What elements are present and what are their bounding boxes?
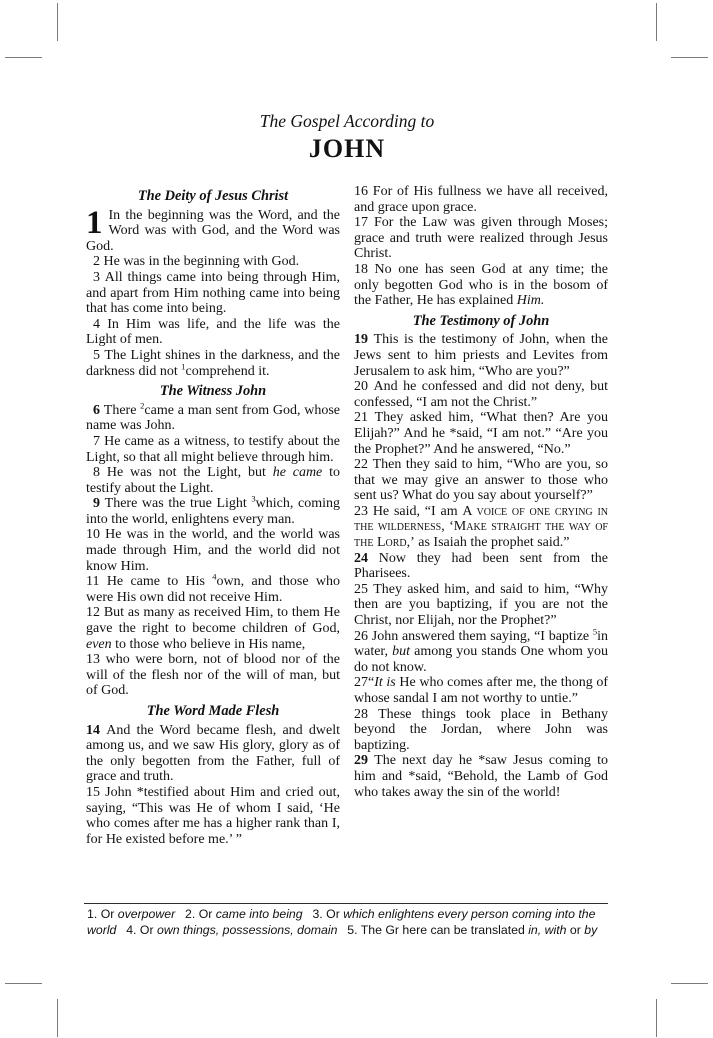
- footnote-number: 2.: [185, 907, 199, 921]
- italic-text: overpower: [117, 907, 176, 921]
- verse-number: 6: [93, 402, 100, 418]
- verse-17: [354, 215, 608, 262]
- verse-text: John *testified about Him and cried out, saying, “This was He of whom I said, ‘He who comes after me has a higher rank than I, for He existed before me.’ ”: [86, 784, 340, 847]
- verse-text: Then they said to him, “Who are you, so that we may give an answer to those who sent us? What do you say about yourself?”: [354, 457, 609, 504]
- verse-text: He came as a witness, to testify about the Light, so that all might believe through him.: [86, 433, 340, 465]
- crop-mark-top-left-vertical: [57, 3, 58, 41]
- verse-text: For the Law was given through Moses; grace and truth were realized through Jesus Christ.: [354, 215, 609, 262]
- verse-text: No one has seen God at any time; the only begotten God who is in the bosom of the Father, He has explained: [354, 261, 609, 309]
- footnote-number: 1.: [87, 907, 101, 921]
- verse-number: 24: [354, 550, 368, 566]
- verse-text: Now they had been sent from the Pharisees.: [354, 550, 609, 582]
- verse-number: 12: [86, 605, 100, 621]
- verse-21: [354, 410, 608, 457]
- smallcaps-text: A voice of one crying in the wilderness, ‘Make straight the way of the Lord,’: [354, 503, 609, 551]
- verse-number: 4: [93, 316, 100, 332]
- footnote-marker: 3: [251, 493, 256, 504]
- verse-5: [86, 348, 340, 379]
- section-heading: The Word Made Flesh: [146, 703, 280, 719]
- verse-8: [86, 465, 340, 496]
- verse-text: which, coming into the world, enlightens every man.: [86, 496, 340, 527]
- verse-text: to testify about the Light.: [86, 465, 341, 496]
- verse-number: 27: [354, 675, 368, 691]
- footnote-number: 3.: [312, 907, 327, 921]
- verse-text: For of His fullness we have all received, and grace upon grace.: [354, 184, 608, 215]
- crop-mark-bottom-left-vertical: [57, 999, 58, 1037]
- verse-text: The next day he *saw Jesus coming to him and *said, “Behold, the Lamb of God who takes away the sin of the world!: [354, 753, 608, 800]
- footnote-marker: 1: [181, 360, 186, 371]
- italic-text: It is: [374, 675, 396, 691]
- verse-number: 18: [354, 261, 368, 277]
- footnote-marker: 2: [140, 400, 145, 411]
- verse-15: [86, 785, 340, 847]
- footnote-marker: 5: [592, 625, 598, 636]
- verse-number: 26: [354, 628, 368, 644]
- verse-4: [86, 317, 340, 348]
- footnote-rule: [84, 903, 608, 904]
- verse-number: 2: [93, 254, 100, 270]
- verse-27: [354, 675, 608, 706]
- footnote-item: [347, 923, 597, 937]
- section-heading: The Deity of Jesus Christ: [137, 188, 289, 204]
- verse-text: to those who believe in His name,: [111, 636, 306, 652]
- verse-number: 25: [354, 581, 368, 597]
- verse-number: 21: [354, 410, 368, 426]
- footnotes: [87, 907, 615, 938]
- verse-text: John answered them saying, “I baptize: [371, 628, 593, 644]
- crop-mark-top-right-vertical: [656, 3, 657, 41]
- verse-number: 11: [86, 574, 100, 590]
- verse-text: These things took place in Bethany beyond the Jordan, where John was baptizing.: [354, 706, 608, 753]
- book-title: JOHN: [308, 134, 386, 163]
- verse-text: Or: [326, 907, 344, 921]
- verse-text: In the beginning was the Word, and the Word was with God, and the Word was God.: [86, 207, 340, 254]
- italic-text: Him.: [516, 293, 545, 309]
- verse-text: He said, “I am: [372, 503, 463, 519]
- verse-number: 10: [86, 527, 100, 543]
- section-heading: The Witness John: [159, 383, 267, 400]
- verse-text: The Gr here can be translated: [360, 922, 529, 937]
- verse-text: Or: [139, 922, 157, 937]
- verse-text: Or: [198, 907, 216, 921]
- verse-7: [86, 434, 340, 465]
- verse-text: as Isaiah the prophet said.”: [414, 535, 570, 551]
- crop-mark-bottom-right-horizontal: [671, 983, 708, 984]
- italic-text: even: [86, 636, 112, 652]
- italic-text: but: [392, 644, 411, 660]
- verse-16: [354, 184, 608, 215]
- verse-number: 16: [354, 184, 368, 199]
- verse-14: [86, 723, 340, 785]
- verse-number: 20: [354, 379, 368, 395]
- verse-text: comprehend it.: [185, 363, 270, 379]
- verse-text: In Him was life, and the life was the Light of men.: [86, 316, 341, 348]
- verse-text: And he confessed and did not deny, but confessed, “I am not the Christ.”: [354, 379, 609, 410]
- verse-text: who were born, not of blood nor of the will of the flesh nor of the will of man, but of God.: [86, 652, 341, 699]
- verse-23: [354, 504, 608, 551]
- verse-29: [354, 753, 608, 800]
- series-title: The Gospel According to: [259, 111, 435, 131]
- verse-number: 8: [93, 465, 100, 481]
- verse-text: He was in the world, and the world was made through Him, and the world did not know Him.: [86, 527, 340, 574]
- verse-text: But as many as received Him, to them He gave the right to become children of God,: [86, 605, 341, 637]
- title-block: [86, 110, 608, 164]
- verse-18: [354, 262, 608, 309]
- crop-mark-top-right-horizontal: [671, 57, 708, 58]
- verse-number: 28: [354, 706, 368, 722]
- verse-number: 7: [93, 433, 100, 449]
- verse-text: own, and those who were His own did not receive Him.: [86, 574, 340, 605]
- verse-20: [354, 379, 608, 410]
- verse-text: They asked him, “What then? Are you Elijah?” And he *said, “I am not.” “Are you the Prophet?” And he answered, “No.”: [354, 410, 609, 457]
- italic-text: which enlightens every person coming into the world: [87, 907, 596, 937]
- verse-number: 17: [354, 215, 368, 231]
- italic-text: came into being: [215, 907, 303, 921]
- footnote-number: 4.: [126, 922, 140, 937]
- verse-28: [354, 707, 608, 754]
- verse-10: [86, 527, 340, 574]
- footnote-number: 5.: [347, 922, 361, 937]
- crop-mark-bottom-left-horizontal: [5, 983, 42, 984]
- verse-text: This is the testimony of John, when the Jews sent to him priests and Levites from Jerusalem to ask him, “Who are you?”: [354, 332, 609, 379]
- verse-26: [354, 625, 609, 676]
- verse-number: 23: [354, 503, 368, 519]
- verse-1: [86, 204, 340, 255]
- verse-text: He came to His: [106, 574, 213, 590]
- verse-text: in water,: [354, 628, 609, 660]
- footnote-marker: 4: [212, 571, 217, 582]
- verse-text: He was not the Light, but: [106, 465, 273, 481]
- verse-text: Or: [100, 907, 118, 921]
- verse-text: And the Word became flesh, and dwelt among us, and we saw His glory, glory as of the only begotten from the Father, full of grace and truth.: [86, 722, 340, 785]
- italic-text: in, with: [528, 922, 567, 937]
- verse-9: [86, 493, 340, 527]
- italic-text: by: [584, 922, 598, 937]
- verse-text: or: [566, 922, 585, 937]
- verse-19: [354, 332, 608, 379]
- verse-number: 15: [86, 784, 100, 800]
- footnote-item: [185, 907, 303, 921]
- verse-25: [354, 582, 608, 629]
- verse-number: 22: [354, 457, 368, 473]
- crop-mark-bottom-right-vertical: [656, 999, 657, 1037]
- right-column: [354, 184, 608, 847]
- crop-mark-top-left-horizontal: [5, 57, 42, 58]
- italic-text: he came: [272, 465, 323, 481]
- verse-number: 14: [86, 722, 100, 738]
- verse-number: 3: [93, 269, 100, 285]
- verse-2: [86, 254, 340, 270]
- verse-text: among you stands One whom you do not know.: [354, 644, 608, 675]
- verse-text: They asked him, and said to him, “Why then are you baptizing, if you are not the Christ, nor Elijah, nor the Prophet?”: [354, 581, 608, 629]
- verse-number: 13: [86, 652, 100, 668]
- verse-3: [86, 270, 340, 317]
- verse-text: He was in the beginning with God.: [103, 254, 300, 270]
- section-heading: The Testimony of John: [412, 312, 550, 329]
- footnote-item: [87, 907, 175, 921]
- verse-number: 19: [354, 332, 368, 348]
- verse-number: 9: [93, 496, 100, 512]
- verse-text: “: [368, 675, 375, 691]
- verse-24: [354, 551, 608, 582]
- verse-number: 5: [93, 347, 100, 363]
- verse-22: [354, 457, 608, 504]
- verse-text: All things came into being through Him, and apart from Him nothing came into being that has come into being.: [86, 269, 340, 317]
- footnote-item: [126, 923, 337, 937]
- verse-13: [86, 652, 340, 699]
- verse-12: [86, 605, 340, 652]
- scripture-columns: [86, 184, 608, 847]
- verse-text: He who comes after me, the thong of whose sandal I am not worthy to untie.”: [354, 675, 609, 706]
- verse-text: The Light shines in the darkness, and the darkness did not: [86, 347, 340, 379]
- verse-number: 1: [86, 204, 103, 241]
- verse-text: There was the true Light: [104, 496, 252, 512]
- italic-text: own things, possessions, domain: [156, 922, 338, 937]
- verse-6: [86, 400, 340, 434]
- left-column: [86, 184, 340, 847]
- verse-text: There: [103, 402, 141, 418]
- verse-text: came a man sent from God, whose name was John.: [86, 402, 340, 434]
- verse-11: [86, 571, 340, 605]
- verse-number: 29: [354, 753, 368, 769]
